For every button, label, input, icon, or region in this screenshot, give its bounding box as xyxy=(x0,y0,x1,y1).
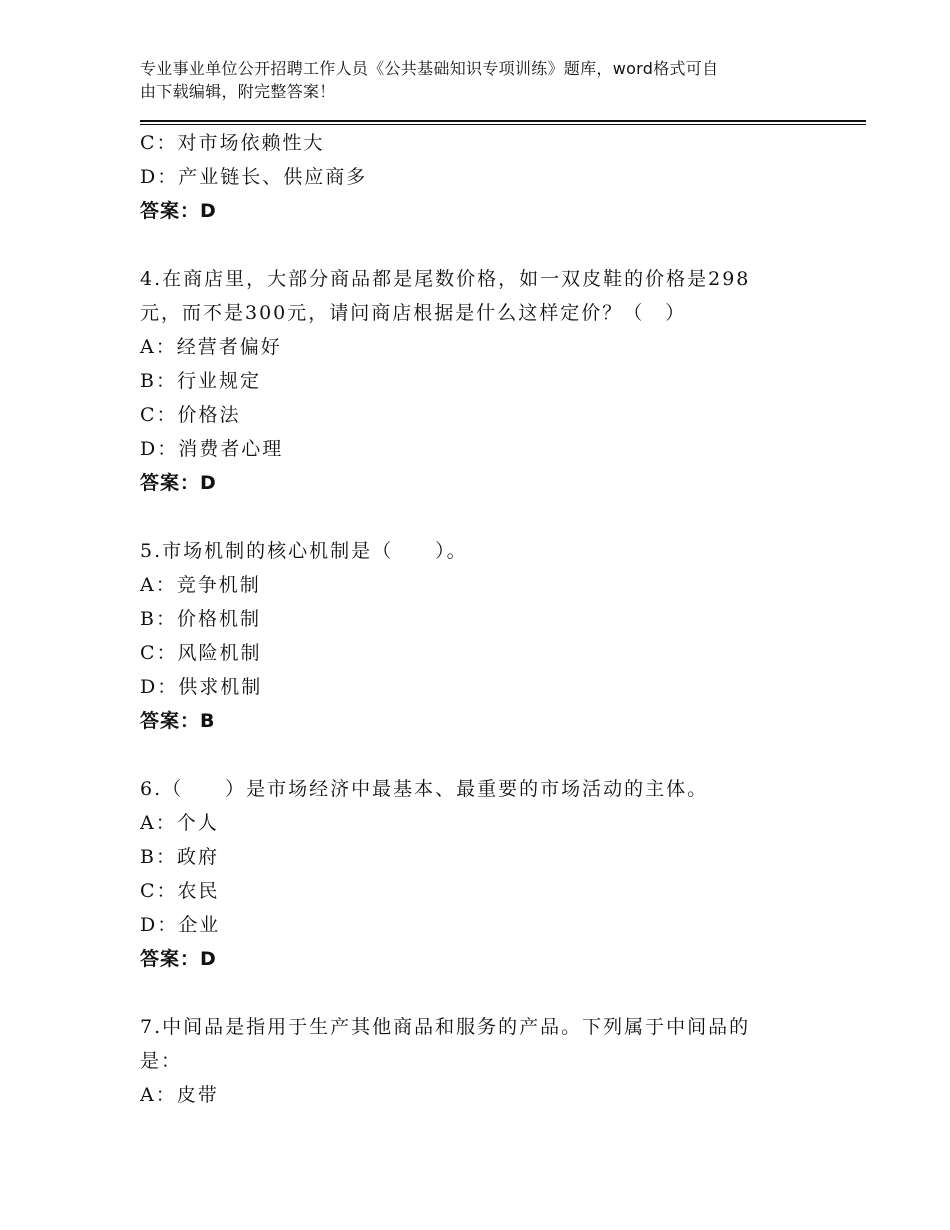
option-b: B：行业规定 xyxy=(140,370,261,392)
option-c: C：对市场依赖性大 xyxy=(140,132,325,154)
question-stem: 是： xyxy=(140,1050,183,1072)
header-rule-thin xyxy=(140,124,866,125)
option-c: C：风险机制 xyxy=(140,642,262,664)
header-rule-thick xyxy=(140,120,866,122)
question-stem: 元，而不是300元，请问商店根据是什么这样定价？（ ） xyxy=(140,302,687,324)
header-line-2: 由下载编辑，附完整答案！ xyxy=(140,82,336,101)
question-stem: 6.（ ）是市场经济中最基本、最重要的市场活动的主体。 xyxy=(140,778,709,800)
option-a: A：皮带 xyxy=(140,1084,219,1106)
option-b: B：价格机制 xyxy=(140,608,261,630)
question-block-5 xyxy=(140,534,840,738)
header-line-1: 专业事业单位公开招聘工作人员《公共基础知识专项训练》题库，word格式可自 xyxy=(140,59,719,78)
answer-label: 答案：D xyxy=(140,948,217,970)
option-d: D：消费者心理 xyxy=(140,438,284,460)
option-a: A：个人 xyxy=(140,812,219,834)
answer-label: 答案：D xyxy=(140,200,217,222)
question-stem: 7.中间品是指用于生产其他商品和服务的产品。下列属于中间品的 xyxy=(140,1016,751,1038)
option-d: D：产业链长、供应商多 xyxy=(140,166,368,188)
answer-label: 答案：D xyxy=(140,472,217,494)
question-block-7 xyxy=(140,1010,840,1112)
option-c: C：农民 xyxy=(140,880,220,902)
question-block-4 xyxy=(140,262,840,500)
spacer xyxy=(140,976,840,1010)
spacer xyxy=(140,500,840,534)
spacer xyxy=(140,738,840,772)
question-list xyxy=(140,126,840,1112)
spacer xyxy=(140,228,840,262)
option-a: A：竞争机制 xyxy=(140,574,261,596)
option-d: D：企业 xyxy=(140,914,221,936)
document-header xyxy=(140,57,820,103)
question-block-partial xyxy=(140,126,840,228)
option-b: B：政府 xyxy=(140,846,219,868)
answer-label: 答案：B xyxy=(140,710,216,732)
question-stem: 5.市场机制的核心机制是（ ）。 xyxy=(140,540,468,562)
option-d: D：供求机制 xyxy=(140,676,263,698)
question-stem: 4.在商店里，大部分商品都是尾数价格，如一双皮鞋的价格是298 xyxy=(140,268,751,290)
option-c: C：价格法 xyxy=(140,404,241,426)
question-block-6 xyxy=(140,772,840,976)
option-a: A：经营者偏好 xyxy=(140,336,282,358)
